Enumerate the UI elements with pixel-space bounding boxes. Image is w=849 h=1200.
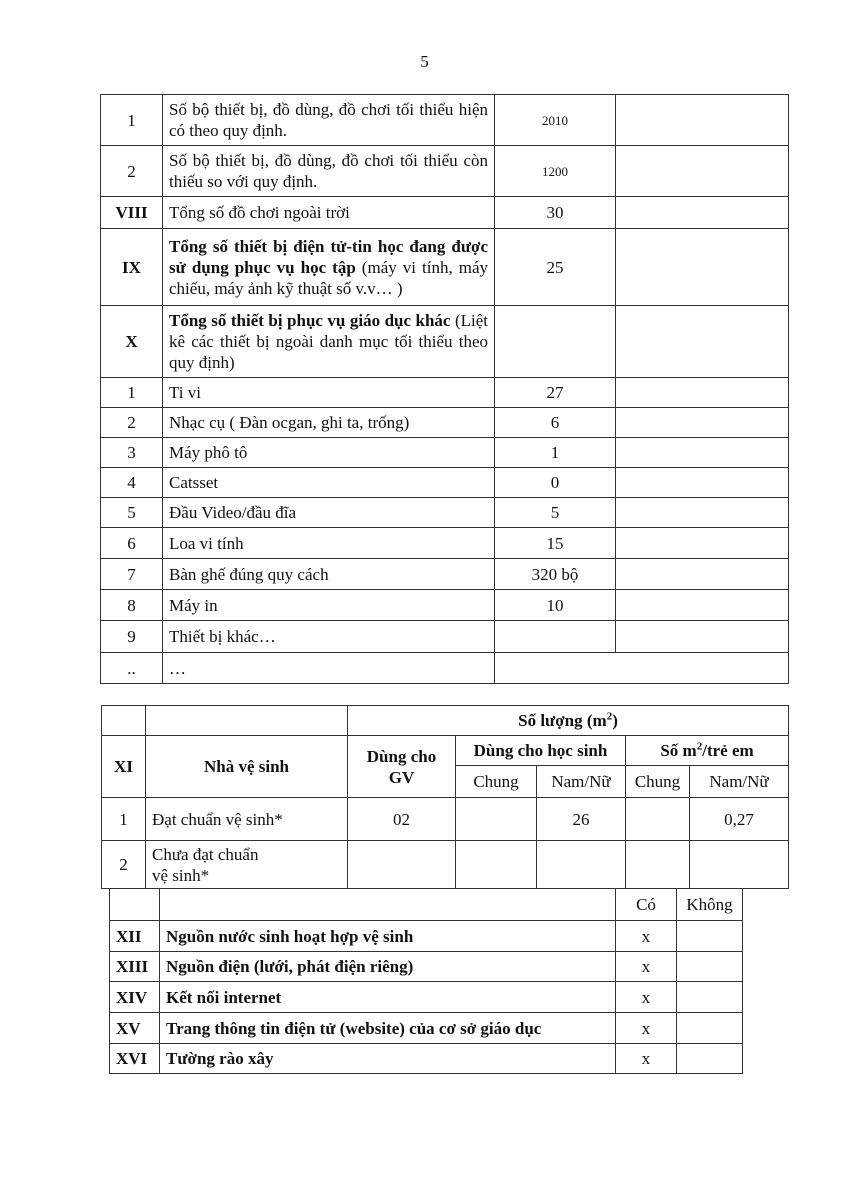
no-value [677,982,743,1013]
no-value [677,1013,743,1044]
row-value: 2010 [495,95,616,146]
gender-header: Nam/Nữ [690,766,789,798]
row-number: X [101,306,163,378]
row-value [495,653,789,684]
toilet-table [101,705,789,889]
row-note [616,621,789,653]
row-note [616,95,789,146]
per-child-gender-value [690,841,789,889]
facilities-table [109,888,743,1074]
row-value [495,621,616,653]
row-value: 15 [495,528,616,559]
row-number: 8 [101,590,163,621]
row-label: Kết nối internet [160,982,616,1013]
row-value: 27 [495,378,616,408]
row-label: Máy in [163,590,495,621]
row-label: … [163,653,495,684]
table-header-row [102,706,789,736]
per-child-gender-value: 0,27 [690,798,789,841]
table-row [110,1013,743,1044]
per-child-common-value [626,798,690,841]
row-label-rest: (Liệt kê các thiết bị ngoài danh mục tối thiểu theo quy định) [169,311,488,372]
table-header-row [110,889,743,921]
row-number: 2 [101,408,163,438]
row-number: 1 [101,378,163,408]
row-number: XIII [110,952,160,982]
row-note [616,528,789,559]
student-gender-value: 26 [537,798,626,841]
table-row [101,653,789,684]
row-value: 10 [495,590,616,621]
row-label: Trang thông tin điện tử (website) của cơ sở giáo dục [160,1013,616,1044]
table-row [101,378,789,408]
row-note [616,229,789,306]
yes-value: x [616,982,677,1013]
yes-value: x [616,921,677,952]
yes-value: x [616,952,677,982]
row-value: 1200 [495,146,616,197]
row-number: 6 [101,528,163,559]
student-common-value [456,841,537,889]
row-number: XII [110,921,160,952]
row-note [616,498,789,528]
teacher-header: Dùng cho GV [348,736,456,798]
row-value: 1 [495,438,616,468]
table-header-row [102,736,789,766]
row-number: VIII [101,197,163,229]
table-row [101,590,789,621]
row-number: 2 [102,841,146,889]
row-number: 1 [101,95,163,146]
row-note [616,197,789,229]
row-label-bold: Tổng số thiết bị phục vụ giáo dục khác [169,311,451,330]
row-value: 0 [495,468,616,498]
row-note [616,378,789,408]
row-number: 2 [101,146,163,197]
row-label: Bàn ghế đúng quy cách [163,559,495,590]
table-row [102,841,789,889]
row-label: Số bộ thiết bị, đồ dùng, đồ chơi tối thiểu còn thiếu so với quy định. [163,146,495,197]
row-note [616,408,789,438]
row-label: Nguồn điện (lưới, phát điện riêng) [160,952,616,982]
equipment-table [100,94,789,684]
row-label: Đầu Video/đầu đĩa [163,498,495,528]
table-row [101,498,789,528]
row-number: 1 [102,798,146,841]
row-label: Số bộ thiết bị, đồ dùng, đồ chơi tối thiểu hiện có theo quy định. [163,95,495,146]
table-row [101,559,789,590]
row-label: Nguồn nước sinh hoạt hợp vệ sinh [160,921,616,952]
table-row [110,1044,743,1074]
row-value [495,306,616,378]
no-value [677,1044,743,1074]
row-number: XVI [110,1044,160,1074]
teacher-value [348,841,456,889]
row-value: 5 [495,498,616,528]
students-header: Dùng cho học sinh [456,736,626,766]
row-number: XV [110,1013,160,1044]
row-number: IX [101,229,163,306]
gender-header: Nam/Nữ [537,766,626,798]
row-label: Thiết bị khác… [163,621,495,653]
common-header: Chung [456,766,537,798]
common-header: Chung [626,766,690,798]
row-note [616,306,789,378]
row-note [616,590,789,621]
table-row [101,95,789,146]
row-label: Tường rào xây [160,1044,616,1074]
table-row [101,621,789,653]
row-label: Loa vi tính [163,528,495,559]
row-number: XIV [110,982,160,1013]
row-label: Catsset [163,468,495,498]
table-row [101,528,789,559]
yes-value: x [616,1044,677,1074]
row-label-bold: Tổng số thiết bị điện tử-tin học đang được sử dụng phục vụ học tập [169,236,488,277]
row-label [163,306,495,378]
row-label: Ti vi [163,378,495,408]
row-note [616,438,789,468]
row-label: Nhạc cụ ( Đàn ocgan, ghi ta, trống) [163,408,495,438]
teacher-value: 02 [348,798,456,841]
row-note [616,559,789,590]
row-number: 9 [101,621,163,653]
student-common-value [456,798,537,841]
row-number: 3 [101,438,163,468]
row-label [163,229,495,306]
table-row [101,197,789,229]
no-header: Không [677,889,743,921]
row-label: Máy phô tô [163,438,495,468]
row-value: 25 [495,229,616,306]
yes-header: Có [616,889,677,921]
row-value: 6 [495,408,616,438]
table-row [110,982,743,1013]
row-value: 320 bộ [495,559,616,590]
no-value [677,952,743,982]
section-number: XI [102,736,146,798]
row-value: 30 [495,197,616,229]
row-note [616,468,789,498]
no-value [677,921,743,952]
table-row [110,921,743,952]
table-row [101,468,789,498]
row-label: Tổng số đồ chơi ngoài trời [163,197,495,229]
per-child-header: Số $m^2$/trẻ em [626,736,789,766]
page-number: 5 [420,52,429,71]
row-number: 4 [101,468,163,498]
table-row [101,408,789,438]
row-number: 5 [101,498,163,528]
table-row [101,146,789,197]
table-row [101,229,789,306]
table-row [110,952,743,982]
table-row [102,798,789,841]
table-row [101,306,789,378]
row-label-rest: (máy vi tính, máy chiếu, máy ảnh kỹ thuật số v.v… ) [169,257,488,298]
row-label: Đạt chuẩn vệ sinh* [146,798,348,841]
quantity-header: Số lượng $(m^2)$ [348,706,789,736]
section-label: Nhà vệ sinh [146,736,348,798]
student-gender-value [537,841,626,889]
yes-value: x [616,1013,677,1044]
row-number: 7 [101,559,163,590]
per-child-common-value [626,841,690,889]
row-label: Chưa đạt chuẩn vệ sinh* [146,841,348,889]
table-row [101,438,789,468]
row-note [616,146,789,197]
row-number: .. [101,653,163,684]
